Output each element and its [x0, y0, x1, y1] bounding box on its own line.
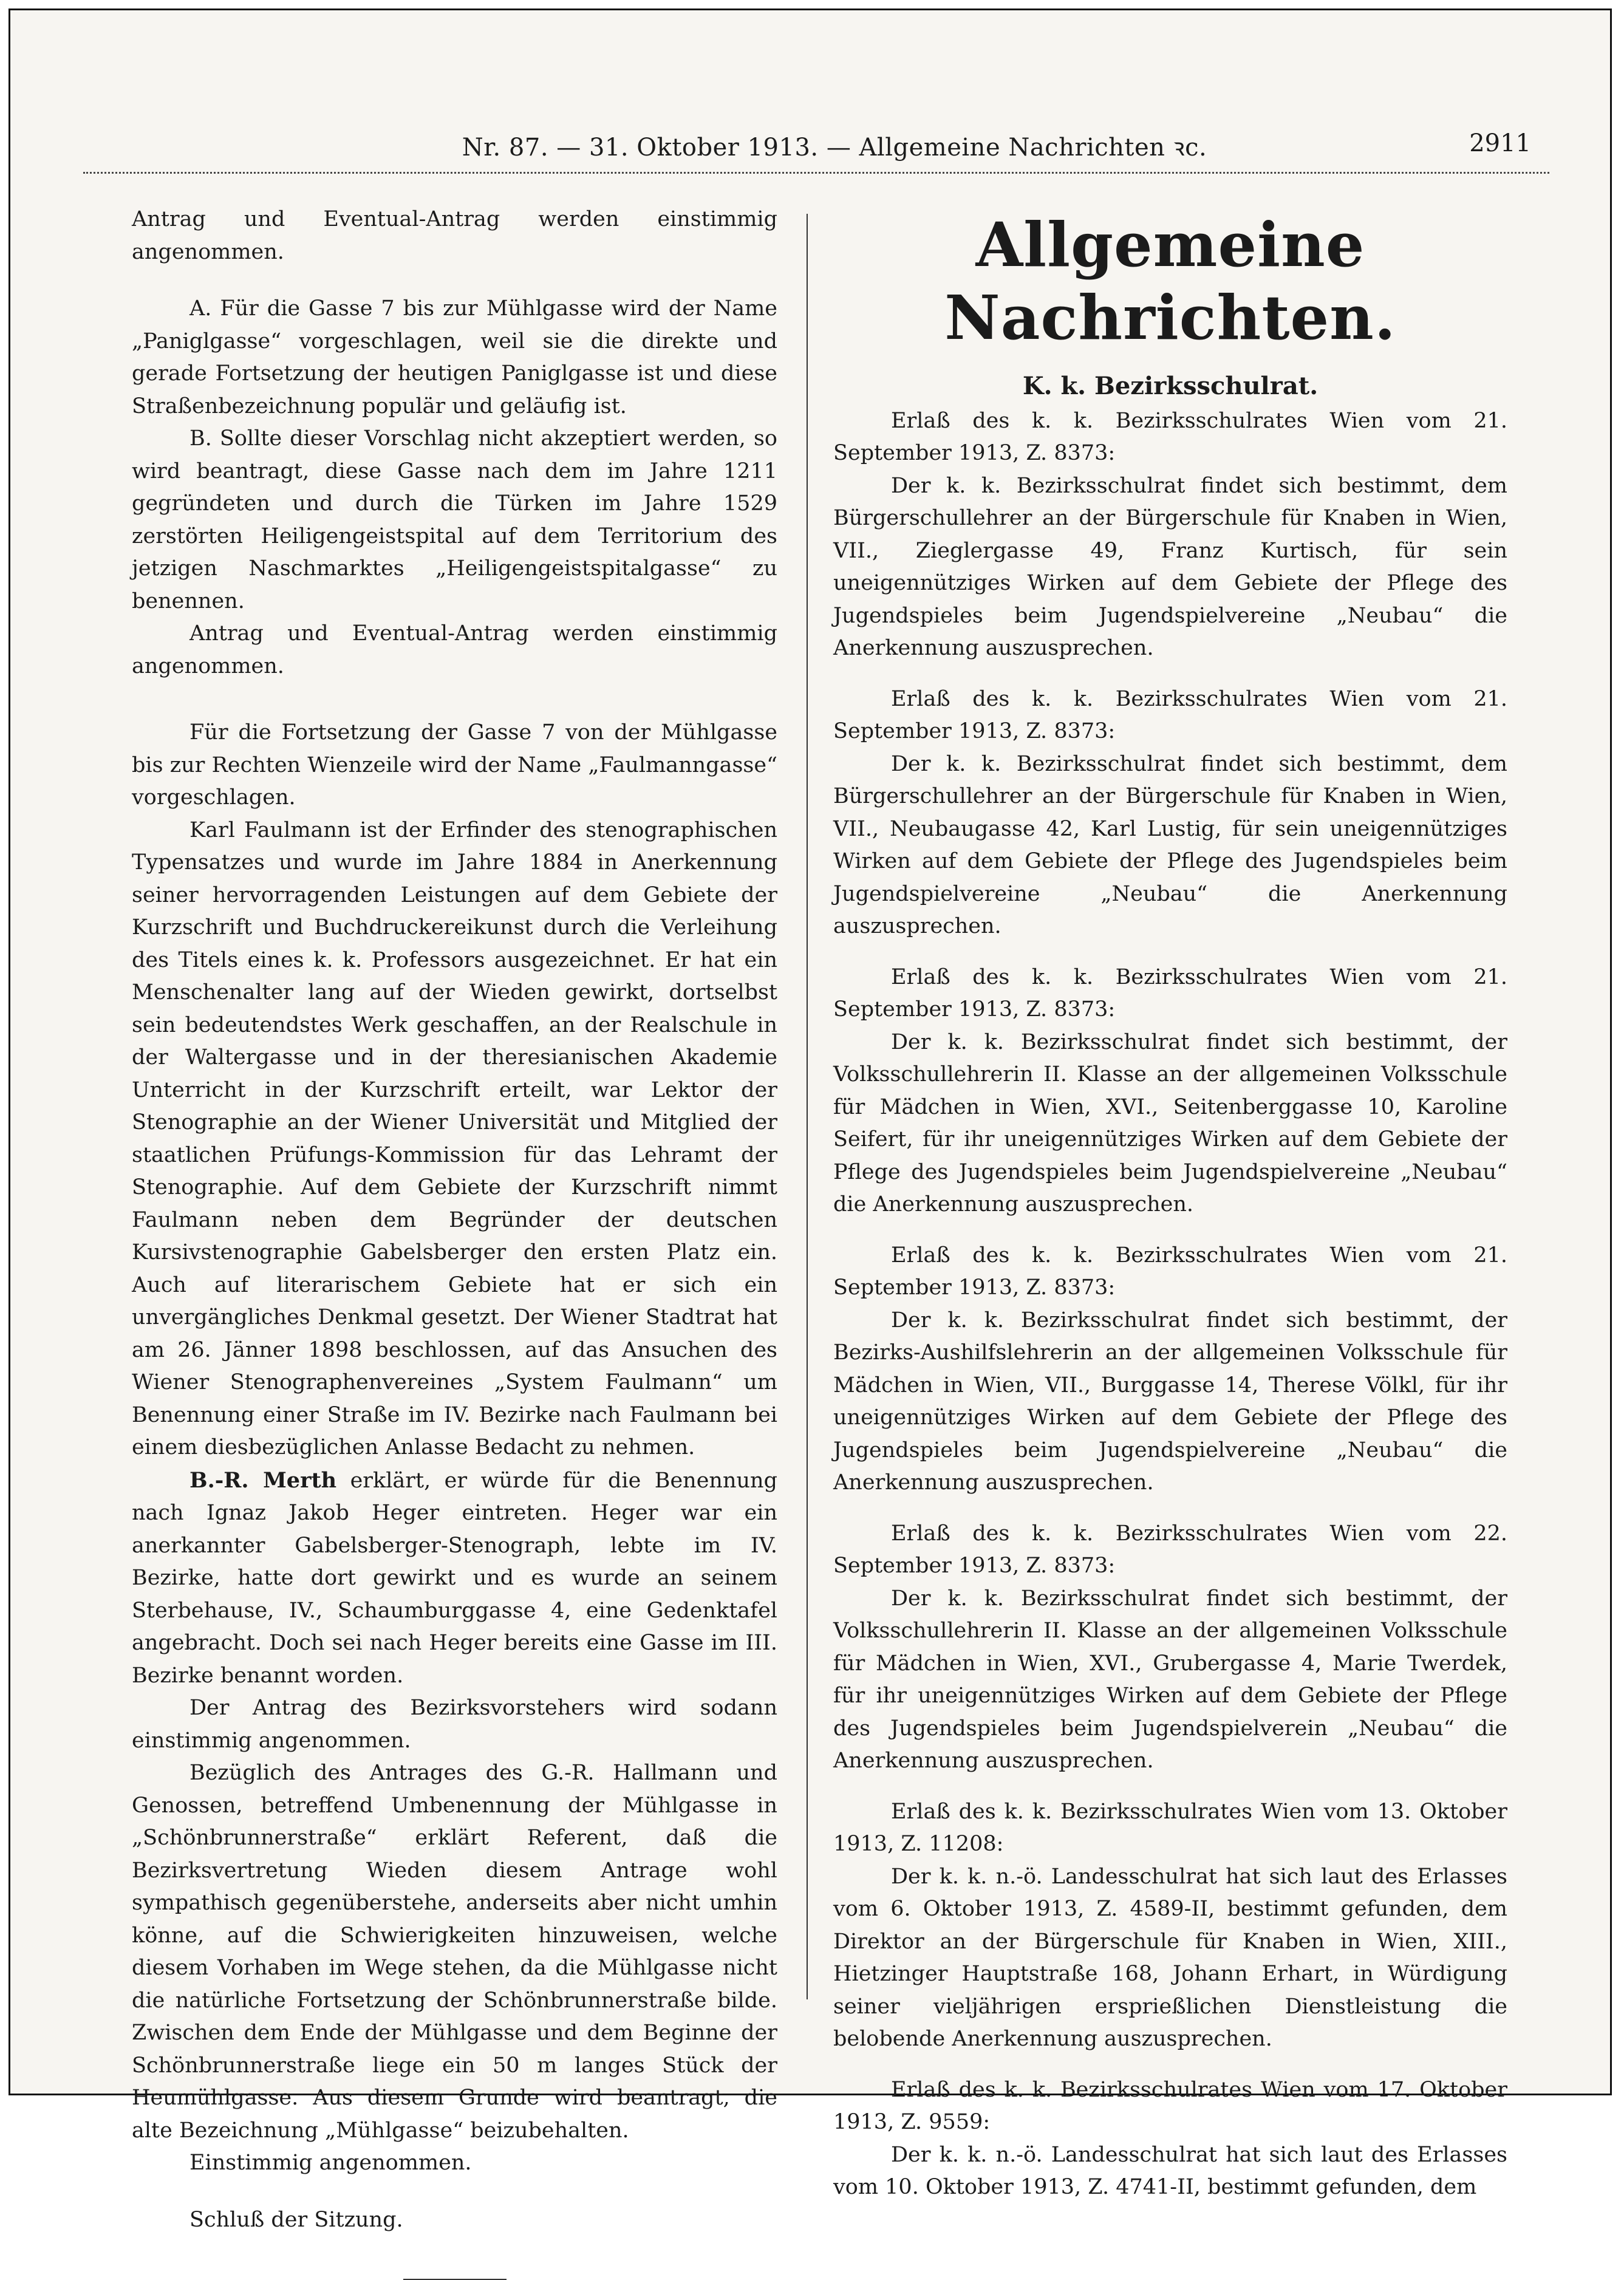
decree-body: Der k. k. Bezirksschulrat findet sich bestimmt, dem Bürgerschullehrer an der Bürgerschule für Knaben in Wien, VII., Zieglergasse 49, Franz Kurtisch, für sein uneigennütziges Wirken auf dem Gebiete der Pflege des Jugendspieles beim Jugendspielvereine „Neubau“ die Anerkennung auszusprechen.	[833, 473, 1507, 660]
closing-line: Schluß der Sitzung.	[189, 2207, 403, 2232]
document-page	[9, 9, 1612, 2232]
paragraph: Antrag und Eventual-Antrag werden einstimmig angenommen.	[132, 621, 777, 678]
decree-intro: Erlaß des k. k. Bezirksschulrates Wien vom 21. September 1913, Z. 8373:	[833, 686, 1507, 743]
decree-entry	[833, 1518, 1507, 1778]
paragraph: A. Für die Gasse 7 bis zur Mühlgasse wird der Name „Paniglgasse“ vorgeschlagen, weil sie die direkte und gerade Fortsetzung der heutigen Paniglgasse ist und diese Straßenbezeichnung populär und geläufig ist.	[132, 296, 777, 418]
decree-body: Der k. k. Bezirksschulrat findet sich bestimmt, der Volksschullehrerin II. Klasse an der allgemeinen Volksschule für Mädchen in Wien, XVI., Seitenberggasse 10, Karoline Seifert, für ihr uneigennütziges Wirken auf dem Gebiete der Pflege des Jugendspieles beim Jugendspielvereine „Neubau“ die Anerkennung auszusprechen.	[833, 1029, 1507, 1217]
decree-entry	[833, 405, 1507, 665]
decree-entry	[833, 2074, 1507, 2204]
decree-entry	[833, 1240, 1507, 1500]
decree-body: Der k. k. n.-ö. Landesschulrat hat sich laut des Erlasses vom 10. Oktober 1913, Z. 4741-II, bestimmt gefunden, dem	[833, 2142, 1507, 2199]
running-title: Nr. 87. — 31. Oktober 1913. — Allgemeine Nachrichten ꝛc.	[462, 134, 1207, 162]
decree-body: Der k. k. Bezirksschulrat findet sich bestimmt, dem Bürgerschullehrer an der Bürgerschule für Knaben in Wien, VII., Neubaugasse 42, Karl Lustig, für sein uneigennütziges Wirken auf dem Gebiete der Pflege des Jugendspieles beim Jugendspielvereine „Neubau“ die Anerkennung auszusprechen.	[833, 751, 1507, 938]
paragraph: Karl Faulmann ist der Erfinder des stenographischen Typensatzes und wurde im Jahre 1884 in Anerkennung seiner hervorragenden Leistungen auf dem Gebiete der Kurzschrift und Buchdruckereikunst durch die Verleihung des Titels eines k. k. Professors ausgezeichnet. Er hat ein Menschenalter lang auf der Wieden gewirkt, dortselbst sein bedeutendstes Werk geschaffen, an der Realschule in der Waltergasse und in der theresianischen Akademie Unterricht in der Kurzschrift erteilt, war Lektor der Stenographie an der Wiener Universität und Mitglied der staatlichen Prüfungs-Kommission für das Lehramt der Stenographie. Auf dem Gebiete der Kurzschrift nimmt Faulmann neben dem Begründer der deutschen Kursivstenographie Gabelsberger den ersten Platz ein. Auch auf literarischem Gebiete hat er sich ein unvergängliches Denkmal gesetzt. Der Wiener Stadtrat hat am 26. Jänner 1898 beschlossen, auf das Ansuchen des Wiener Stenographenvereines „System Faulmann“ um Benennung einer Straße im IV. Bezirke nach Faulmann bei einem diesbezüglichen Anlasse Bedacht zu nehmen.	[132, 817, 777, 1459]
section-heading: Allgemeine Nachrichten.	[944, 209, 1396, 353]
paragraph	[132, 1464, 777, 1693]
paragraph: B. Sollte dieser Vorschlag nicht akzeptiert werden, so wird beantragt, diese Gasse nach dem im Jahre 1211 gegründeten und durch die Türken im Jahre 1529 zerstörten Heiligengeistspital auf dem Territorium des jetzigen Naschmarktes „Heiligengeistspitalgasse“ zu benennen.	[132, 426, 777, 613]
paragraph: Bezüglich des Antrages des G.-R. Hallmann und Genossen, betreffend Umbenennung der Mühlgasse in „Schönbrunnerstraße“ erklärt Referent, daß die Bezirksvertretung Wieden diesem Antrage wohl sympathisch gegenüberstehe, anderseits aber nicht umhin könne, auf die Schwierigkeiten hinzuweisen, welche diesem Vorhaben im Wege stehen, da die Mühlgasse nicht die natürliche Fortsetzung der Schönbrunnerstraße bilde. Zwischen dem Ende der Mühlgasse und dem Beginne der Schönbrunnerstraße liege ein 50 m langes Stück der Heumühlgasse. Aus diesem Grunde wird beantragt, die alte Bezeichnung „Mühlgasse“ beizubehalten.	[132, 1761, 777, 2143]
column-divider	[807, 214, 808, 1999]
left-column	[132, 203, 777, 2280]
right-column	[833, 203, 1507, 2204]
decree-body: Der k. k. n.-ö. Landesschulrat hat sich laut des Erlasses vom 6. Oktober 1913, Z. 4589-II, bestimmt gefunden, dem Direktor an der Bürgerschule für Knaben in Wien, XIII., Hietzinger Hauptstraße 168, Johann Erhart, in Würdigung seiner vieljährigen ersprießlichen Dienstleistung die belobende Anerkennung auszusprechen.	[833, 1864, 1507, 2051]
paragraph: Für die Fortsetzung der Gasse 7 von der Mühlgasse bis zur Rechten Wienzeile wird der Name „Faulmanngasse“ vorgeschlagen.	[132, 720, 777, 810]
decree-body: Der k. k. Bezirksschulrat findet sich bestimmt, der Volksschullehrerin II. Klasse an der allgemeinen Volksschule für Mädchen in Wien, XVI., Grubergasse 4, Marie Twerdek, für ihr uneigennütziges Wirken auf dem Gebiete der Pflege des Jugendspieles beim Jugendspielverein „Neubau“ die Anerkennung auszusprechen.	[833, 1586, 1507, 1773]
paragraph: Einstimmig angenommen.	[189, 2151, 472, 2175]
decree-intro: Erlaß des k. k. Bezirksschulrates Wien vom 13. Oktober 1913, Z. 11208:	[833, 1799, 1507, 1856]
paragraph: Der Antrag des Bezirksvorstehers wird sodann einstimmig angenommen.	[132, 1696, 777, 1753]
decree-entry	[833, 683, 1507, 943]
decree-intro: Erlaß des k. k. Bezirksschulrates Wien vom 22. September 1913, Z. 8373:	[833, 1521, 1507, 1578]
speaker-statement: erklärt, er würde für die Benennung nach Ignaz Jakob Heger eintreten. Heger war ein anerkannter Gabelsberger-Stenograph, lebte im IV. Bezirke, hatte dort gewirkt und es wurde an seinem Sterbehause, IV., Schaumburggasse 4, eine Gedenktafel angebracht. Doch sei nach Heger bereits eine Gasse im III. Bezirke benannt worden.	[132, 1468, 777, 1688]
header-rule	[83, 172, 1549, 174]
page-number: 2911	[1469, 129, 1531, 157]
page-header	[120, 129, 1549, 166]
decree-intro: Erlaß des k. k. Bezirksschulrates Wien vom 21. September 1913, Z. 8373:	[833, 1243, 1507, 1300]
decree-entry	[833, 961, 1507, 1221]
decree-intro: Erlaß des k. k. Bezirksschulrates Wien vom 21. September 1913, Z. 8373:	[833, 408, 1507, 465]
decree-entry	[833, 1796, 1507, 2056]
paragraph: Antrag und Eventual-Antrag werden einstimmig angenommen.	[132, 207, 777, 264]
decree-body: Der k. k. Bezirksschulrat findet sich bestimmt, der Bezirks-Aushilfslehrerin an der allgemeinen Volksschule für Mädchen in Wien, VII., Burggasse 14, Therese Völkl, für ihr uneigennütziges Wirken auf dem Gebiete der Pflege des Jugendspieles beim Jugendspielvereine „Neubau“ die Anerkennung auszusprechen.	[833, 1308, 1507, 1495]
decree-intro: Erlaß des k. k. Bezirksschulrates Wien vom 21. September 1913, Z. 8373:	[833, 964, 1507, 1022]
decree-intro: Erlaß des k. k. Bezirksschulrates Wien vom 17. Oktober 1913, Z. 9559:	[833, 2077, 1507, 2134]
speaker-name: B.-R. Merth	[189, 1467, 337, 1493]
subsection-heading: K. k. Bezirksschulrat.	[1022, 372, 1319, 400]
